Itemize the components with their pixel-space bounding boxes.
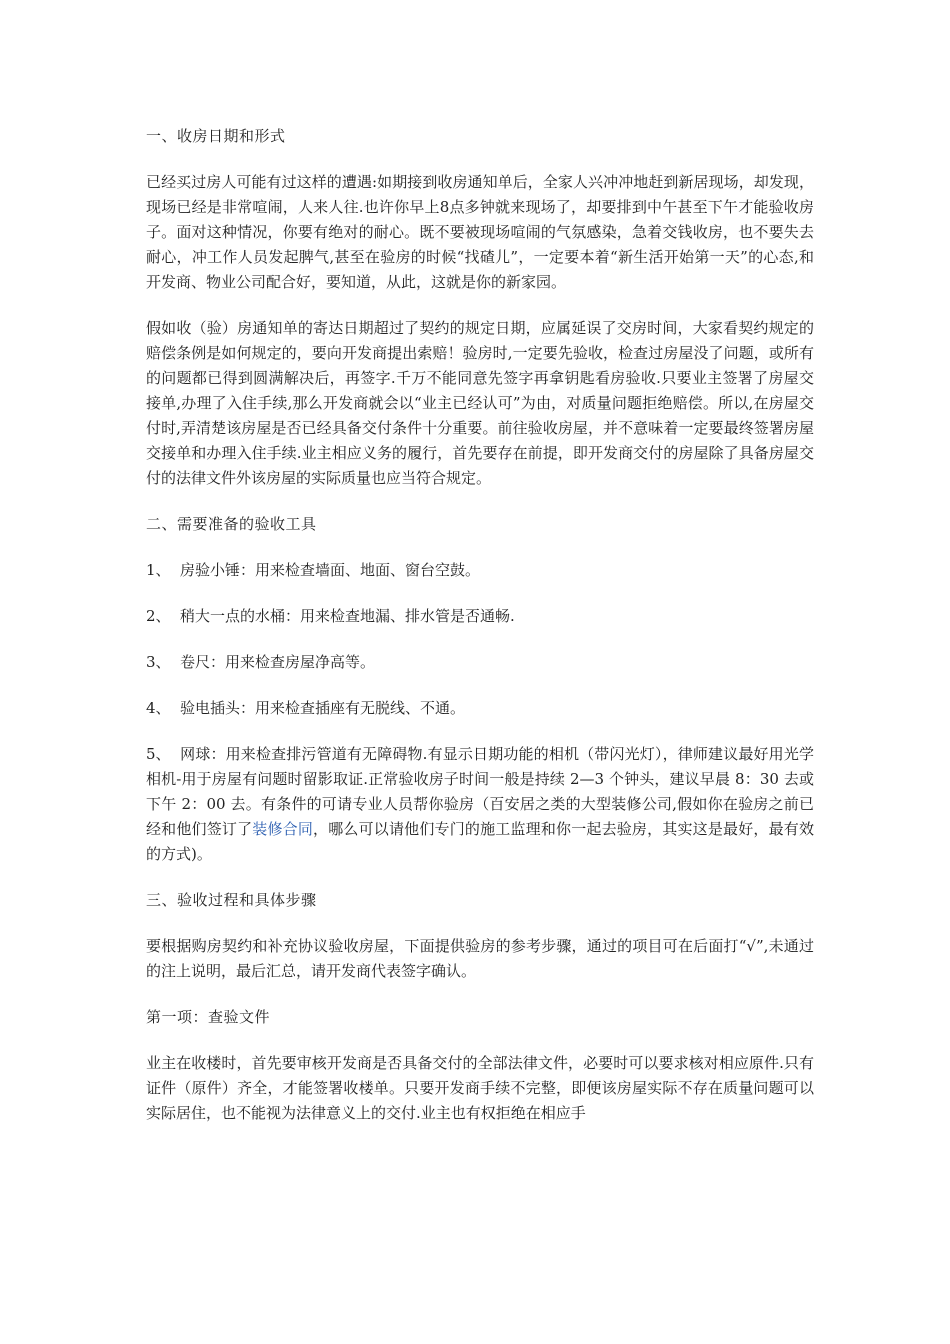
section3-heading: 三、验收过程和具体步骤 [146,891,317,909]
tool-item-number: 4、 [146,699,171,717]
document-page [146,124,814,1147]
tool-item-number: 5、 [146,745,171,763]
tool-item-1 [146,558,814,583]
tool-item-text: 房验小锤：用来检查墙面、地面、窗台空鼓。 [180,561,481,579]
tool-item-number: 2、 [146,607,171,625]
section3-paragraph-2: 业主在收楼时，首先要审核开发商是否具备交付的全部法律文件，必要时可以要求核对相应原件.只有证件（原件）齐全，才能签署收楼单。只要开发商手续不完整，即便该房屋实际不存在质量问题可以实际居住，也不能视为法律意义上的交付.业主也有权拒绝在相应手 [146,1054,814,1122]
section2-heading: 二、需要准备的验收工具 [146,515,317,533]
section1-paragraph-1: 已经买过房人可能有过这样的遭遇:如期接到收房通知单后，全家人兴冲冲地赶到新居现场，却发现，现场已经是非常喧闹，人来人往.也许你早上8点多钟就来现场了，却要排到中午甚至下午才能验收房子。面对这种情况，你要有绝对的耐心。既不要被现场喧闹的气氛感染，急着交钱收房，也不要失去耐心，冲工作人员发起脾气,甚至在验房的时候“找碴儿”，一定要本着“新生活开始第一天”的心态,和开发商、物业公司配合好，要知道，从此，这就是你的新家园。 [146,173,814,291]
tool-item-text: 网球：用来检查排污管道有无障碍物.有显示日期功能的相机（带闪光灯），律师建议最好用光学相机-用于房屋有问题时留影取证.正常验收房子时间一般是持续 2—3 个钟头，建议早晨 8：30 去或下午 2：00 去。有条件的可请专业人员帮你验房（百安居之类的大型装修公司,假如你在验房之前已经和他们签订了 [146,745,814,838]
tool-item-2 [146,604,814,629]
section1-heading: 一、收房日期和形式 [146,127,286,145]
tool-item-number: 3、 [146,653,171,671]
section3-subheading: 第一项：查验文件 [146,1008,271,1026]
tool-item-text: 卷尺：用来检查房屋净高等。 [180,653,376,671]
section3-paragraph-1: 要根据购房契约和补充协议验收房屋，下面提供验房的参考步骤，通过的项目可在后面打“√”,未通过的注上说明，最后汇总，请开发商代表签字确认。 [146,937,814,980]
tool-item-text: 稍大一点的水桶：用来检查地漏、排水管是否通畅. [180,607,515,625]
tool-item-text: 验电插头：用来检查插座有无脱线、不通。 [180,699,466,717]
tool-item-text-continued: ，哪么可以请他们专门的施工监理和你一起去验房，其实这是最好，最有效的方式)。 [146,820,814,863]
decoration-contract-link[interactable]: 装修合同 [252,820,314,838]
tool-item-5 [146,742,814,867]
tool-item-number: 1、 [146,561,171,579]
tool-item-3 [146,650,814,675]
tool-item-4 [146,696,814,721]
section1-paragraph-2: 假如收（验）房通知单的寄达日期超过了契约的规定日期，应属延误了交房时间，大家看契约规定的赔偿条例是如何规定的，要向开发商提出索赔！验房时,一定要先验收，检查过房屋没了问题，或所有的问题都已得到圆满解决后，再签字.千万不能同意先签字再拿钥匙看房验收.只要业主签署了房屋交接单,办理了入住手续,那么开发商就会以“业主已经认可”为由，对质量问题拒绝赔偿。所以,在房屋交付时,弄清楚该房屋是否已经具备交付条件十分重要。前往验收房屋，并不意味着一定要最终签署房屋交接单和办理入住手续.业主相应义务的履行，首先要存在前提，即开发商交付的房屋除了具备房屋交付的法律文件外该房屋的实际质量也应当符合规定。 [146,319,814,487]
